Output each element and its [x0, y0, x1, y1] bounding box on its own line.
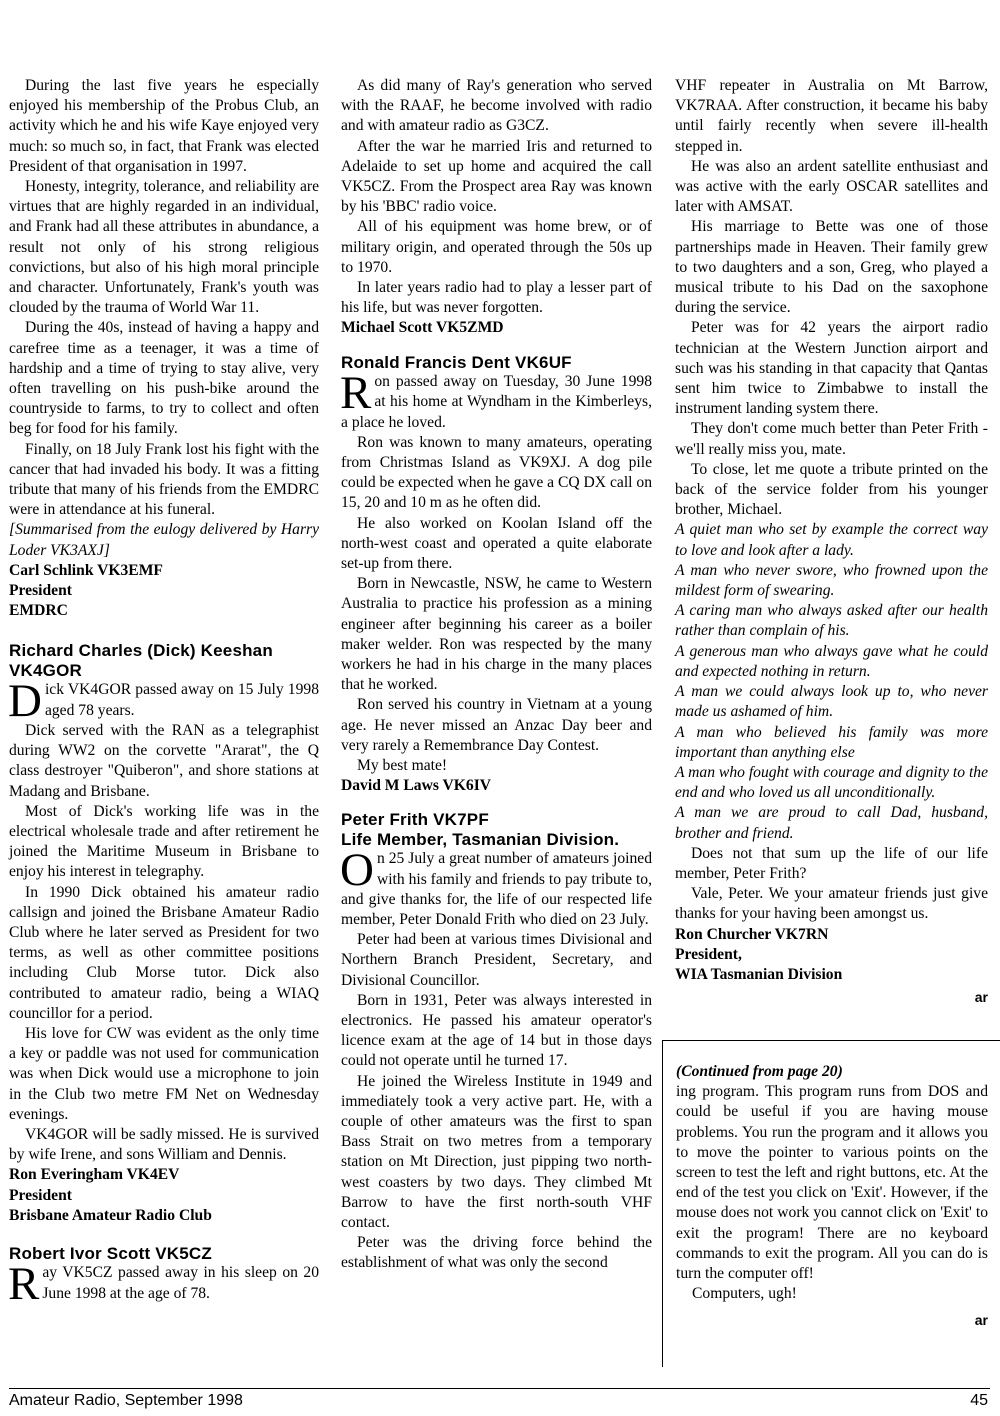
paragraph: Dick VK4GOR passed away on 15 July 1998 aged 78 years. — [8, 675, 319, 728]
tribute-line: A man who never swore, who frowned upon the mildest form of swearing. — [675, 561, 988, 600]
signature-org: EMDRC — [9, 602, 68, 620]
signature-title: President — [9, 582, 72, 600]
paragraph: During the 40s, instead of having a happy and carefree time as a teenager, it was a time of hardship and a time of trying to stay alive, very often travelling on his push-bike around the countryside to farms, to try to collect and often beg for food for his family. — [9, 319, 319, 438]
paragraph: Honesty, integrity, tolerance, and reliability are virtues that are highly regarded in an individual, and Frank had all these attributes in abundance, a result not only of his strong religious convictions, but also of his high moral principle and character. Unfortunately, Frank's youth was clouded by the trauma of World War 11. — [9, 178, 319, 317]
paragraph: In 1990 Dick obtained his amateur radio callsign and joined the Brisbane Amateur Radio Club where he later served as President for two terms, as well as other committee positions including Club Morse tutor. Dick also contributed to amateur radio, being a WIAQ councillor for a period. — [9, 883, 319, 1022]
paragraph: Born in 1931, Peter was always interested in electronics. He passed his amateur operator's licence exam at the age of 14 but in those days could not operate until he turned 17. — [341, 991, 652, 1070]
end-mark: ar — [974, 1312, 988, 1329]
signature-name: Ron Churcher VK7RN — [675, 925, 829, 943]
paragraph: To close, let me quote a tribute printed on the back of the service folder from his younger brother, Michael. — [675, 460, 988, 519]
paragraph: Most of Dick's working life was in the electrical wholesale trade and after retirement he joined the Maritime Museum in Brisbane to enjoy his interest in telegraphy. — [9, 802, 319, 881]
continued-heading: (Continued from page 20) — [676, 1063, 843, 1080]
paragraph: Peter was the driving force behind the establishment of what was only the second — [341, 1234, 652, 1272]
tribute-line: A man we are proud to call Dad, husband, brother and friend. — [675, 804, 988, 842]
paragraph: Dick served with the RAN as a telegraphist during WW2 on the corvette "Ararat", the Q class destroyer "Quiberon", and shore stations at Madang and Brisbane. — [9, 721, 319, 800]
column-2 — [341, 76, 652, 1274]
paragraph: He also worked on Koolan Island off the north-west coast and operated a quite elaborate set-up from there. — [341, 514, 652, 572]
eulogy-credit: [Summarised from the eulogy delivered by Harry Loder VK3AXJ] — [9, 521, 319, 559]
paragraph: My best mate! — [357, 757, 448, 774]
paragraph: Ray VK5CZ passed away in his sleep on 20 June 1998 at the age of 78. — [8, 1258, 319, 1311]
footer-rule — [9, 1388, 990, 1389]
paragraph: Ron passed away on Tuesday, 30 June 1998 at his home at Wyndham in the Kimberleys, a place he loved. — [340, 367, 652, 431]
signature-org: WIA Tasmanian Division — [675, 965, 843, 983]
paragraph: Ron served his country in Vietnam at a young age. He never missed an Anzac Day beer and very rarely a Remembrance Day Contest. — [341, 696, 652, 754]
paragraph: Vale, Peter. We your amateur friends just give thanks for your having been amongst us. — [675, 885, 988, 923]
paragraph: He joined the Wireless Institute in 1949 and immediately took a very active part. He, with a couple of other amateurs was the first to span Bass Strait on two metres from a temporary station on Mt Direction, just pipping two north-west coasters by two days. They climbed Mt Barrow to have the first north-south VHF contact. — [341, 1072, 652, 1232]
paragraph: Does not that sum up the life of our life member, Peter Frith? — [675, 844, 988, 882]
paragraph: Ron was known to many amateurs, operating from Christmas Island as VK9XJ. A dog pile could be expected when he gave a CQ DX call on 15, 20 and 10 m as he often did. — [341, 433, 652, 512]
drop-cap: R — [8, 1258, 40, 1311]
drop-cap: D — [8, 675, 42, 728]
obituary-heading-frith: Peter Frith VK7PF — [341, 810, 489, 830]
column-3 — [675, 76, 988, 1007]
paragraph: His love for CW was evident as the only time a key or paddle was not used for communication was when Dick would use a microphone to join in the Club two metre FM Net on Wednesday evenings. — [9, 1024, 319, 1123]
tribute-line: A caring man who always asked after our health rather than complain of his. — [675, 602, 988, 640]
tribute-line: A man we could always look up to, who never made us ashamed of him. — [675, 683, 988, 721]
tribute-line: A man who fought with courage and dignity to the end and who loved us all unconditionally. — [675, 763, 988, 802]
signature-title: President, — [675, 945, 742, 963]
paragraph: In later years radio had to play a lesser part of his life, but was never forgotten. — [341, 279, 652, 317]
paragraph: Finally, on 18 July Frank lost his fight with the cancer that had invaded his body. It was a fitting tribute that many of his friends from the EMDRC were in attendance at his funeral. — [9, 440, 319, 519]
paragraph: Computers, ugh! — [692, 1285, 797, 1303]
paragraph: As did many of Ray's generation who served with the RAAF, he become involved with radio and with amateur radio as G3CZ. — [341, 77, 652, 135]
signature-title: President — [9, 1186, 72, 1204]
paragraph: They don't come much better than Peter Frith - we'll really miss you, mate. — [675, 420, 988, 458]
tribute-line: A generous man who always gave what he could and expected nothing in return. — [675, 642, 988, 680]
continued-box — [676, 1062, 988, 1331]
paragraph: ing program. This program runs from DOS and could be useful if you are having mouse problems. You run the program and it allows you to move the pointer to various points on the screen to test the left and right buttons, etc. At the end of the test you click on 'Exit'. However, if the mouse does not work you cannot click on 'Exit' to exit the program! There are no keyboard commands to exit the program. All you can do is turn the computer off! — [676, 1083, 988, 1283]
signature-org: Brisbane Amateur Radio Club — [9, 1206, 212, 1224]
paragraph: His marriage to Bette was one of those partnerships made in Heaven. Their family grew to two daughters and a son, Greg, who played a musical tribute to his Dad on the saxophone during the service. — [675, 218, 988, 317]
paragraph: Peter had been at various times Divisional and Northern Branch President, Secretary, and Divisional Councillor. — [341, 931, 652, 989]
drop-cap: R — [340, 367, 372, 420]
footer-publication: Amateur Radio, September 1998 — [9, 1392, 243, 1409]
column-1 — [8, 76, 319, 1311]
signature-name: Ron Everingham VK4EV — [9, 1166, 180, 1184]
obituary-heading-dent: Ronald Francis Dent VK6UF — [341, 352, 572, 372]
paragraph: All of his equipment was home brew, or of military origin, and operated through the 50s up to 1970. — [341, 218, 652, 276]
page-number: 45 — [970, 1392, 988, 1409]
obituary-subheading-frith: Life Member, Tasmanian Division. — [341, 829, 620, 849]
signature-name: Michael Scott VK5ZMD — [341, 319, 504, 337]
paragraph: Born in Newcastle, NSW, he came to Western Australia to practice his profession as a mining engineer after beginning his career as a boiler maker welder. Ron was respected by the many workers he had in his charge in the many places that he worked. — [341, 575, 652, 694]
paragraph: VHF repeater in Australia on Mt Barrow, VK7RAA. After construction, it became his baby until fairly recently when severe ill-health stepped in. — [675, 77, 988, 155]
drop-cap: O — [340, 844, 374, 897]
paragraph: During the last five years he especially enjoyed his membership of the Probus Club, an activity which he and his wife Kaye enjoyed very much: so much so, in fact, that Frank was elected President of that organisation in 1997. — [9, 77, 319, 175]
paragraph: Peter was for 42 years the airport radio technician at the Western Junction airport and such was his standing in that capacity that Qantas sent him twice to Zimbabwe to install the instrument landing system there. — [675, 319, 988, 418]
paragraph: He was also an ardent satellite enthusiast and was active with the early OSCAR satellites and later with AMSAT. — [675, 157, 988, 216]
end-mark: ar — [974, 989, 988, 1006]
paragraph: On 25 July a great number of amateurs joined with his family and friends to pay tribute to, and give thanks for, the life of our respected life member, Peter Donald Frith who died on 23 July. — [340, 844, 652, 929]
tribute-line: A man who believed his family was more important than anything else — [675, 723, 988, 761]
obituary-heading-keeshan: Richard Charles (Dick) Keeshan VK4GOR — [9, 641, 273, 680]
paragraph: After the war he married Iris and returned to Adelaide to set up home and acquired the call VK5CZ. From the Prospect area Ray was known by his 'BBC' radio voice. — [341, 137, 652, 216]
signature-name: Carl Schlink VK3EMF — [9, 561, 163, 579]
obituary-heading-scott: Robert Ivor Scott VK5CZ — [9, 1243, 212, 1263]
paragraph: VK4GOR will be sadly missed. He is survived by wife Irene, and sons William and Dennis. — [9, 1125, 319, 1164]
tribute-line: A quiet man who set by example the correct way to love and look after a lady. — [675, 521, 988, 559]
signature-name: David M Laws VK6IV — [341, 777, 492, 795]
